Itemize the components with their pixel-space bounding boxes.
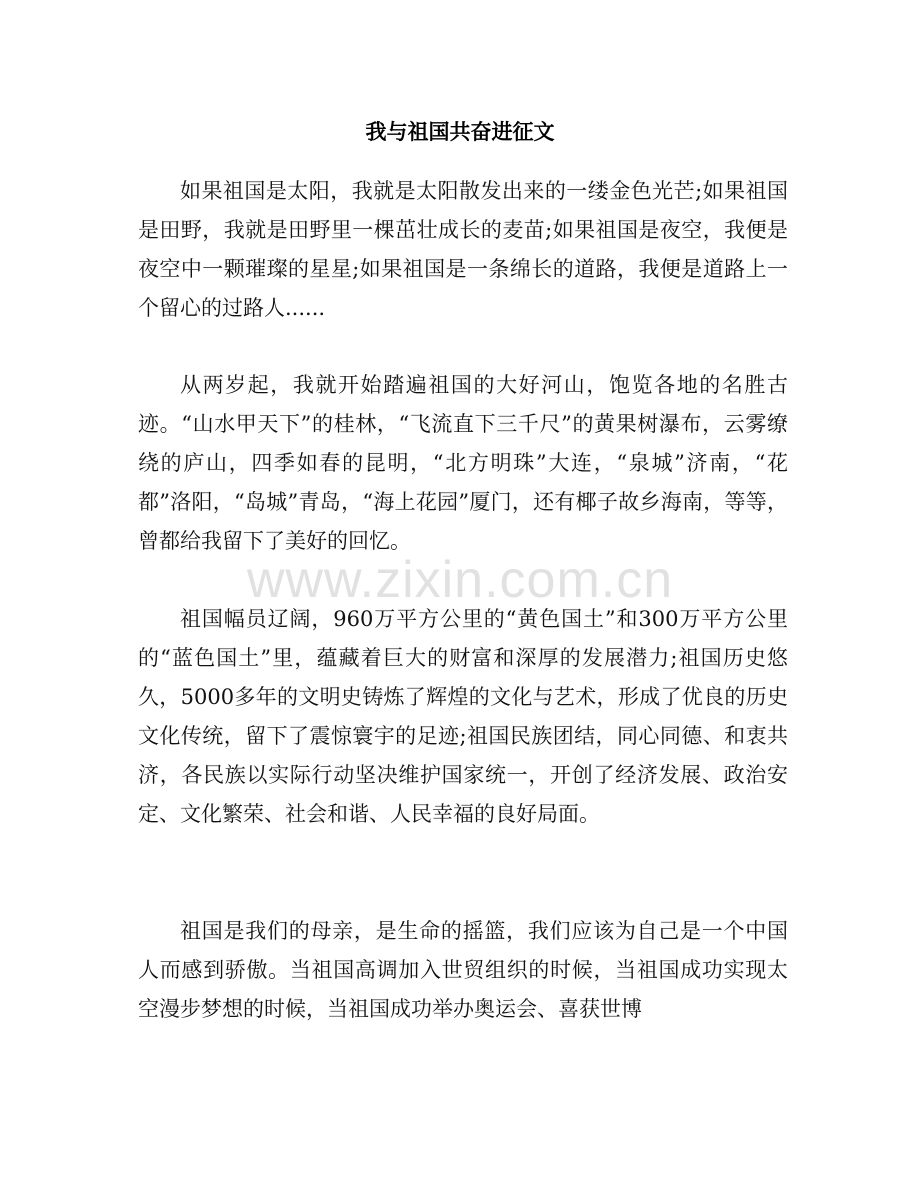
document-title: 我与祖国共奋进征文	[365, 120, 555, 144]
paragraph-1: 如果祖国是太阳，我就是太阳散发出来的一缕金色光芒;如果祖国是田野，我就是田野里一棵茁壮成长的麦苗;如果祖国是夜空，我便是夜空中一颗璀璨的星星;如果祖国是一条绵长的道路，我便是道路上一个留心的过路人......	[138, 179, 788, 320]
paragraph-3: 祖国幅员辽阔，960万平方公里的“黄色国土”和300万平方公里的“蓝色国土”里，蕴藏着巨大的财富和深厚的发展潜力;祖国历史悠久，5000多年的文明史铸炼了辉煌的文化与艺术，形成了优良的历史文化传统，留下了震惊寰宇的足迹;祖国民族团结，同心同德、和衷共济，各民族以实际行动坚决维护国家统一，开创了经济发展、政治安定、文化繁荣、社会和谐、人民幸福的良好局面。	[138, 607, 788, 826]
paragraph-2: 从两岁起，我就开始踏遍祖国的大好河山，饱览各地的名胜古迹。“山水甲天下”的桂林，“飞流直下三千尺”的黄果树瀑布，云雾缭绕的庐山，四季如春的昆明，“北方明珠”大连，“泉城”济南，“花都”洛阳，“岛城”青岛，“海上花园”厦门，还有椰子故乡海南，等等，曾都给我留下了美好的回忆。	[138, 373, 788, 553]
watermark: www.zixin.com.cn	[246, 551, 674, 609]
paragraph-4: 祖国是我们的母亲，是生命的摇篮，我们应该为自己是一个中国人而感到骄傲。当祖国高调加入世贸组织的时候，当祖国成功实现太空漫步梦想的时候，当祖国成功举办奥运会、喜获世博	[138, 919, 788, 1021]
